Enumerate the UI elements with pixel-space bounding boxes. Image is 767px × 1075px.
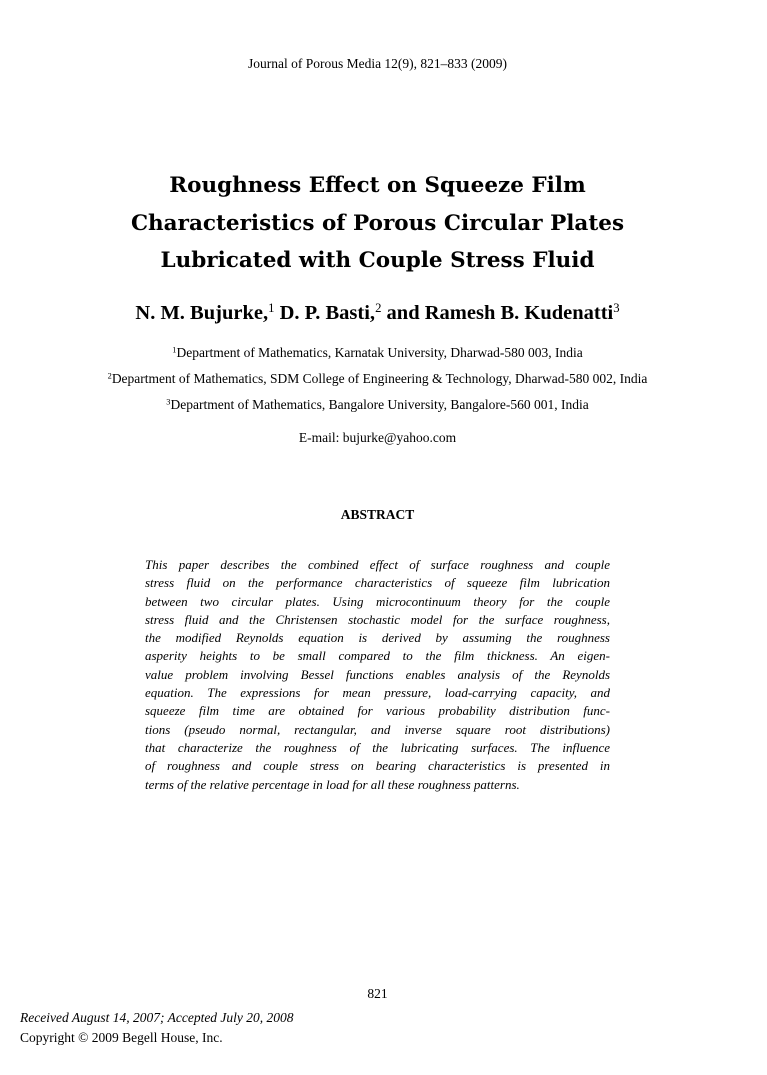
abstract-heading: ABSTRACT — [340, 507, 415, 522]
abstract-line: tions (pseudo normal, rectangular, and inverse square root distributions) — [145, 721, 610, 737]
affiliation — [0, 371, 755, 387]
title-line: Roughness Effect on Squeeze Film — [169, 173, 586, 198]
affiliation-text: Department of Mathematics, SDM College of Engineering & Technology, Dharwad-580 002, India — [111, 371, 648, 386]
abstract-line: of roughness and couple stress on bearing characteristics is presented in — [145, 758, 610, 774]
title-line: Characteristics of Porous Circular Plates — [130, 210, 625, 236]
affiliation-mark: 2 — [107, 371, 112, 381]
title-line: Lubricated with Couple Stress Fluid — [160, 248, 595, 273]
author-name: D. P. Basti, — [279, 302, 376, 324]
paper-title — [0, 167, 755, 280]
abstract-line: asperity heights to be small compared to the film thickness. An eigen- — [145, 648, 610, 664]
copyright-notice: Copyright © 2009 Begell House, Inc. — [20, 1030, 223, 1045]
author-email: E-mail: bujurke@yahoo.com — [298, 430, 457, 445]
affiliation-mark: 2 — [375, 301, 382, 316]
abstract-line: stress fluid on the performance characteristics of squeeze film lubrication — [145, 575, 610, 591]
received-dates: Received August 14, 2007; Accepted July 20, 2008 — [20, 1010, 294, 1025]
affiliation-text: Department of Mathematics, Karnatak University, Dharwad-580 003, India — [176, 345, 583, 360]
abstract-line: This paper describes the combined effect of surface roughness and couple — [145, 557, 610, 572]
affiliation-mark: 1 — [172, 345, 177, 355]
abstract-text — [145, 556, 610, 794]
affiliation-mark: 3 — [166, 397, 171, 407]
abstract-line: stress fluid and the Christensen stochastic model for the surface roughness, — [145, 611, 610, 627]
affiliation-text: Department of Mathematics, Bangalore University, Bangalore-560 001, India — [170, 397, 589, 412]
author-name: Ramesh B. Kudenatti — [424, 302, 614, 324]
abstract-line: value problem involving Bessel functions enables analysis of the Reynolds — [145, 666, 610, 682]
author-list — [0, 302, 755, 325]
abstract-line: squeeze film time are obtained for various probability distribution func- — [145, 703, 610, 719]
journal-citation: Journal of Porous Media 12(9), 821–833 (2009) — [247, 56, 508, 71]
author-conjunction: and — [386, 302, 420, 324]
abstract-line: terms of the relative percentage in load for all these roughness patterns. — [145, 776, 520, 792]
page-number: 821 — [367, 986, 388, 1001]
affiliation — [0, 397, 755, 413]
affiliation — [0, 345, 755, 361]
abstract-line: that characterize the roughness of the lubricating surfaces. The influence — [145, 739, 610, 755]
abstract-line: equation. The expressions for mean pressure, load-carrying capacity, and — [145, 685, 610, 701]
abstract-line: between two circular plates. Using microcontinuum theory for the couple — [145, 593, 610, 609]
author-name: N. M. Bujurke, — [135, 302, 269, 324]
abstract-line: the modified Reynolds equation is derived by assuming the roughness — [145, 630, 610, 646]
affiliation-mark: 3 — [613, 301, 620, 316]
affiliation-mark: 1 — [268, 301, 275, 316]
